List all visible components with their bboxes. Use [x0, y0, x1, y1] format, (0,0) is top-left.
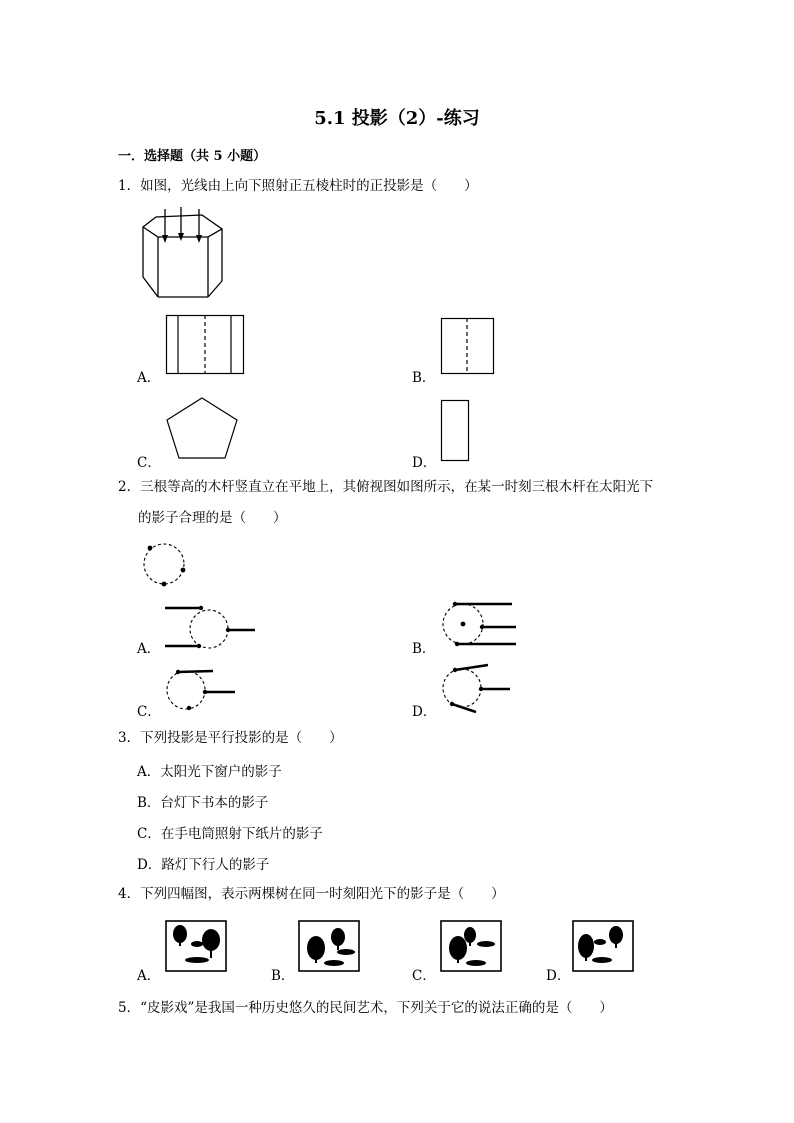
question-2-stem-line2: 的影子合理的是（ ） — [138, 510, 287, 526]
q1-option-d[interactable]: D． — [412, 455, 437, 471]
q1-option-c-figure — [165, 396, 240, 462]
pentagonal-prism-figure — [140, 205, 230, 300]
q3-option-a[interactable]: A．太阳光下窗户的影子 — [137, 764, 282, 780]
q2-option-a-figure — [165, 602, 260, 652]
q2-option-d[interactable]: D． — [412, 704, 437, 720]
q4-option-c-figure — [440, 920, 502, 972]
q4-option-a-figure — [165, 920, 227, 972]
q1-option-b-figure — [441, 318, 496, 376]
q2-option-c[interactable]: C． — [137, 704, 161, 720]
three-poles-top-view-figure — [140, 540, 190, 590]
q1-option-a-figure — [166, 315, 246, 375]
q2-option-b-figure — [440, 600, 520, 648]
q4-option-a[interactable]: A． — [137, 968, 161, 984]
question-5-stem: 5．“皮影戏”是我国一种历史悠久的民间艺术，下列关于它的说法正确的是（ ） — [118, 1000, 613, 1016]
q1-option-c[interactable]: C． — [137, 455, 161, 471]
question-1-stem: 1．如图，光线由上向下照射正五棱柱时的正投影是（ ） — [118, 178, 478, 194]
q4-option-d[interactable]: D． — [546, 968, 571, 984]
question-2-stem-line1: 2．三根等高的木杆竖直立在平地上，其俯视图如图所示，在某一时刻三根木杆在太阳光下 — [118, 479, 654, 495]
q4-option-b-figure — [298, 920, 360, 972]
q2-option-d-figure — [440, 662, 520, 714]
q3-option-d[interactable]: D．路灯下行人的影子 — [137, 857, 270, 873]
q1-option-a[interactable]: A． — [137, 370, 161, 386]
question-3-stem: 3．下列投影是平行投影的是（ ） — [118, 730, 343, 746]
q2-option-c-figure — [165, 664, 245, 714]
q2-option-b[interactable]: B． — [412, 641, 436, 657]
q4-option-b[interactable]: B． — [271, 968, 295, 984]
page-title: 5.1 投影（2）-练习 — [314, 108, 480, 129]
q4-option-d-figure — [572, 920, 634, 972]
q1-option-b[interactable]: B． — [412, 370, 436, 386]
q1-option-d-figure — [441, 400, 471, 462]
q4-option-c[interactable]: C． — [412, 968, 436, 984]
q3-option-c[interactable]: C．在手电筒照射下纸片的影子 — [137, 826, 323, 842]
q2-option-a[interactable]: A． — [137, 641, 161, 657]
q3-option-b[interactable]: B．台灯下书本的影子 — [137, 795, 269, 811]
question-4-stem: 4．下列四幅图，表示两棵树在同一时刻阳光下的影子是（ ） — [118, 886, 505, 902]
section-heading: 一．选择题（共 5 小题） — [118, 149, 267, 164]
